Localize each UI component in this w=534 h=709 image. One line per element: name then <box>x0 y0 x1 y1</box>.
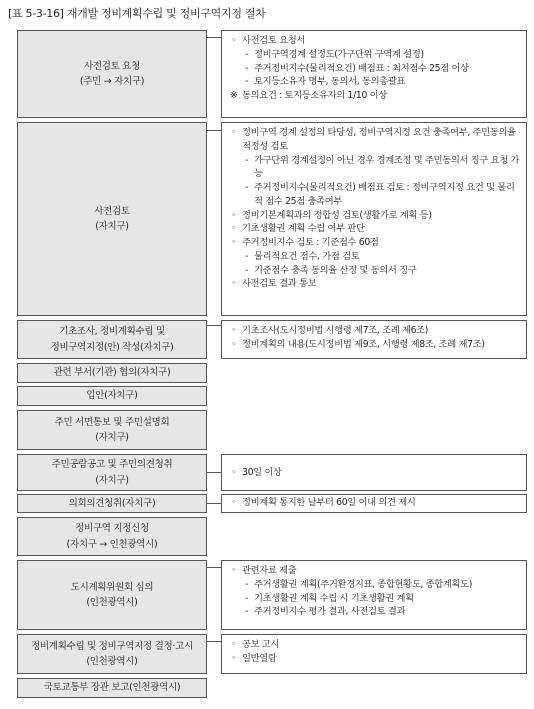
step-sublabel: (주민 → 자치구) <box>79 76 145 87</box>
note-council-opinion <box>221 494 527 513</box>
step-sublabel: (자치구) <box>95 221 129 232</box>
step-label: 관련 부서(기관) 협의(자치구) <box>53 367 171 379</box>
note-line: - 토지등소유자 명부, 동의서, 동의총괄표 <box>230 75 520 89</box>
step-drafting <box>17 386 207 406</box>
step-basic-survey <box>17 320 207 359</box>
step-label: 의회의견청취(자치구) <box>68 497 156 509</box>
table-title: [표 5-3-16] 재개발 정비계획수립 및 정비구역지정 절차 <box>8 7 266 20</box>
note-line: ◦ 사전검토 결과 통보 <box>230 277 520 291</box>
note-line: ◦ 일반열람 <box>230 652 520 666</box>
note-line: ◦ 정비기본계획과의 정합성 검토(생활가로 계획 등) <box>230 209 520 223</box>
note-line: ◦ 관련자료 제출 <box>230 564 520 578</box>
step-decision-notice <box>17 634 207 674</box>
step-council-opinion <box>17 494 207 513</box>
note-line: - 정비구역경계 설정도(가구단위 구역계 설정) <box>230 48 520 62</box>
connector-line <box>207 503 221 504</box>
connector-line <box>207 325 221 326</box>
step-sublabel: (인천광역시) <box>86 656 138 667</box>
note-line: ◦ 30일 이상 <box>230 466 282 480</box>
step-sublabel: (자치구) <box>95 474 129 486</box>
step-public-inspection <box>17 454 207 491</box>
note-pre-review <box>221 122 527 316</box>
step-label: 주민 서면통보 및 주민설명회 <box>54 416 170 428</box>
note-line: ◦ 정비계획의 내용(도시정비법 제9조, 시행령 제8조, 조례 제7조) <box>230 338 520 352</box>
step-label: 도시계획위원회 심의 <box>70 581 154 593</box>
note-line: - 기초생활권 계획 수립 시 기초생활권 계획 <box>230 592 520 606</box>
step-label: 기초조사, 정비계획수립 및 <box>59 326 165 338</box>
note-line: - 가구단위 경계설정이 아닌 경우 경계조정 및 주민동의서 징구 요청 가능 <box>230 154 520 182</box>
step-label: 사전검토 요청 <box>84 60 140 72</box>
note-line: ◦ 주거정비지수 검토 : 기준점수 60점 <box>230 236 520 250</box>
note-basic-survey <box>221 320 527 359</box>
step-agency-consultation <box>17 363 207 383</box>
step-label: 국토교통부 장관 보고(인천광역시) <box>43 682 181 694</box>
note-line: - 물리적요건 점수, 가점 검토 <box>230 250 520 264</box>
step-resident-notice <box>17 410 207 450</box>
step-sublabel: (자치구) <box>95 432 129 443</box>
step-pre-review-request <box>17 30 207 118</box>
connector-line <box>207 641 221 642</box>
step-sublabel: (자치구 → 인천광역시) <box>66 538 158 550</box>
note-line: ※ 동의요건 : 토지등소유자의 1/10 이상 <box>230 89 520 103</box>
step-designation-request <box>17 517 207 556</box>
note-line: ◦ 사전검토 요청서 <box>230 34 520 48</box>
step-label: 사전검토 <box>94 205 130 217</box>
step-sublabel: (인천광역시) <box>86 597 138 608</box>
step-label: 정비계획수립 및 정비구역지정 결정·고시 <box>31 640 193 652</box>
step-label: 정비구역 지정신청 <box>75 523 149 535</box>
step-label: 입안(자치구) <box>86 390 138 402</box>
note-line: - 주거생활권 계획(주거환경지표, 종합현황도, 종합계획도) <box>230 578 520 592</box>
note-decision-notice <box>221 634 527 674</box>
note-line: - 주거정비지수 평가 결과, 사전검토 결과 <box>230 605 520 619</box>
note-pre-review-request <box>221 30 527 118</box>
note-committee-review <box>221 560 527 630</box>
step-label: 주민공람공고 및 주민의견청취 <box>51 459 173 471</box>
connector-line <box>207 567 221 568</box>
note-line: - 기준점수 충족 동의율 산정 및 동의서 징구 <box>230 264 520 278</box>
note-line: ◦ 정비계획 통지한 날부터 60일 이내 의견 제시 <box>230 496 520 510</box>
step-ministry-report <box>17 678 207 698</box>
note-line: ◦ 정비구역 경계 설정의 타당성, 정비구역지정 요건 충족여부, 주민동의율 적정성 검토 <box>230 126 520 154</box>
note-line: ◦ 기초조사(도시정비법 시행령 제7조, 조례 제6조) <box>230 324 520 338</box>
note-line: ◦ 기초생활권 계획 수립 여부 판단 <box>230 222 520 236</box>
note-public-inspection <box>221 454 527 491</box>
step-pre-review <box>17 122 207 316</box>
connector-line <box>207 37 221 38</box>
note-line: - 주거정비지수(물리적요건) 배점표 검토 : 정비구역지정 요건 및 물리적 점수 25점 충족여부 <box>230 181 520 209</box>
step-committee-review <box>17 560 207 630</box>
note-line: ◦ 공보 고시 <box>230 638 520 652</box>
connector-line <box>207 472 221 473</box>
note-line: - 주거정비지수(물리적요건) 배점표 : 최저점수 25점 이상 <box>230 62 520 76</box>
step-sublabel: 정비구역지정(안) 작성(자치구) <box>50 341 174 353</box>
connector-line <box>207 130 221 131</box>
